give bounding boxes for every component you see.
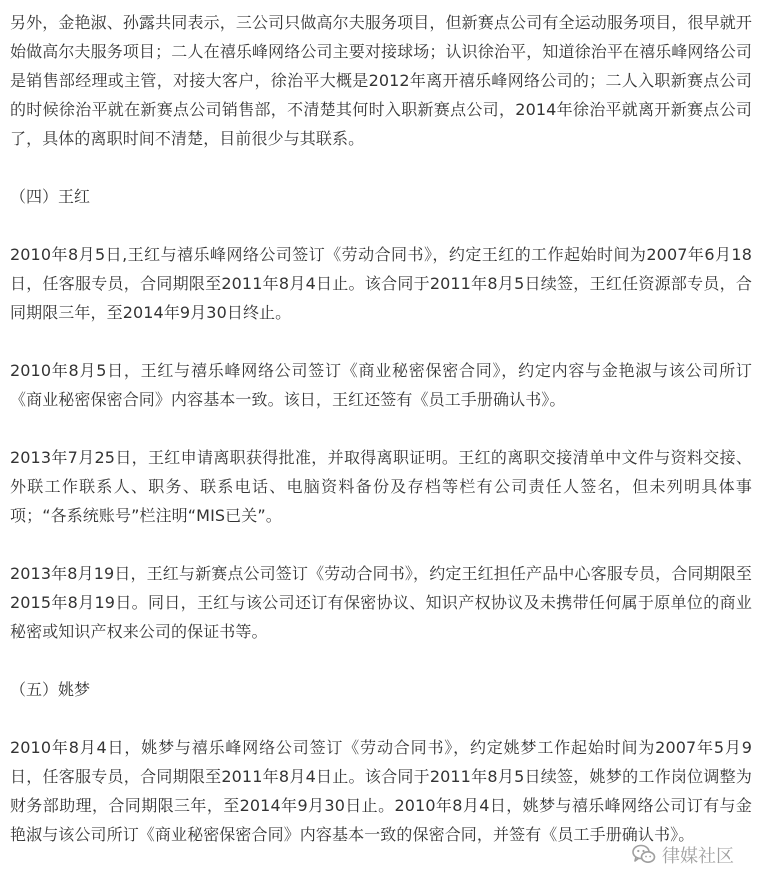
paragraph-wang-hong-labor-contract: 2010年8月5日,王红与禧乐峰网络公司签订《劳动合同书》，约定王红的工作起始时间为2007年6月18日，任客服专员，合同期限至2011年8月4日止。该合同于2011年8月5日续签，王红任资源部专员，合同期限三年，至2014年9月30日终止。 bbox=[10, 245, 752, 322]
article-body bbox=[10, 8, 752, 849]
paragraph-gap bbox=[10, 704, 752, 733]
paragraph-gap bbox=[10, 530, 752, 559]
paragraph-gap bbox=[10, 211, 752, 240]
watermark bbox=[632, 842, 734, 868]
paragraph-statement: 另外，金艳淑、孙露共同表示，三公司只做高尔夫服务项目，但新赛点公司有全运动服务项目，很早就开始做高尔夫服务项目；二人在禧乐峰网络公司主要对接球场；认识徐治平，知道徐治平在禧乐峰网络公司是销售部经理或主管，对接大客户，徐治平大概是2012年离开禧乐峰网络公司的；二人入职新赛点公司的时候徐治平就在新赛点公司销售部，不清楚其何时入职新赛点公司，2014年徐治平就离开新赛点公司了，具体的离职时间不清楚，目前很少与其联系。 bbox=[10, 13, 752, 148]
wechat-icon bbox=[632, 844, 656, 866]
watermark-text: 律媒社区 bbox=[662, 846, 734, 867]
paragraph-gap bbox=[10, 646, 752, 675]
section-heading-yao-meng: （五）姚梦 bbox=[10, 680, 91, 699]
paragraph-wang-hong-confidentiality: 2010年8月5日，王红与禧乐峰网络公司签订《商业秘密保密合同》，约定内容与金艳淑与该公司所订《商业秘密保密合同》内容基本一致。该日，王红还签有《员工手册确认书》。 bbox=[10, 361, 752, 409]
paragraph-gap bbox=[10, 153, 752, 182]
paragraph-gap bbox=[10, 414, 752, 443]
paragraph-gap bbox=[10, 327, 752, 356]
section-heading-wang-hong: （四）王红 bbox=[10, 187, 91, 206]
paragraph-wang-hong-new-employer: 2013年8月19日，王红与新赛点公司签订《劳动合同书》，约定王红担任产品中心客服专员，合同期限至2015年8月19日。同日，王红与该公司还订有保密协议、知识产权协议及未携带任何属于原单位的商业秘密或知识产权来公司的保证书等。 bbox=[10, 564, 752, 641]
paragraph-yao-meng-labor-contract: 2010年8月4日，姚梦与禧乐峰网络公司签订《劳动合同书》，约定姚梦工作起始时间为2007年5月9日，任客服专员，合同期限至2011年8月4日止。该合同于2011年8月5日续签，姚梦的工作岗位调整为财务部助理，合同期限三年，至2014年9月30日止。2010年8月4日，姚梦与禧乐峰网络公司订有与金艳淑与该公司所订《商业秘密保密合同》内容基本一致的保密合同，并签有《员工手册确认书》。 bbox=[10, 738, 752, 844]
paragraph-wang-hong-resignation: 2013年7月25日，王红申请离职获得批准，并取得离职证明。王红的离职交接清单中文件与资料交接、外联工作联系人、职务、联系电话、电脑资料备份及存档等栏有公司责任人签名，但未列明具体事项；“各系统账号”栏注明“MIS已关”。 bbox=[10, 448, 752, 525]
